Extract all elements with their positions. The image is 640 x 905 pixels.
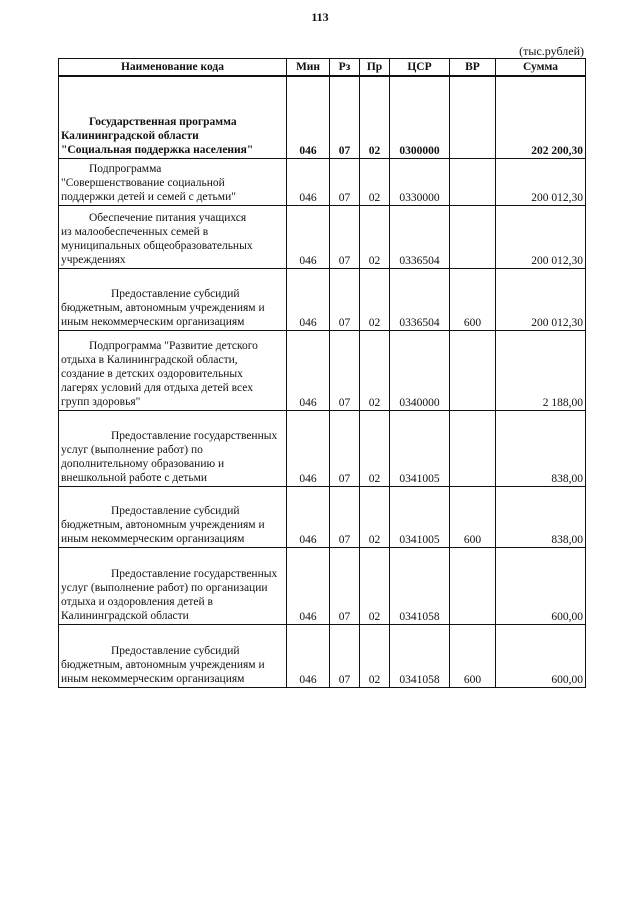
table-row: [59, 624, 586, 687]
row-vr: 600: [450, 624, 496, 687]
col-header-min: Мин: [287, 59, 330, 77]
row-vr: [450, 76, 496, 158]
row-csr: 0341005: [390, 410, 450, 486]
row-name: Предоставление государственных услуг (выполнение работ) по дополнительному образованию и внешкольной работе с детьми: [59, 410, 287, 486]
row-csr: 0341058: [390, 547, 450, 624]
table-row: [59, 268, 586, 330]
table-row: [59, 158, 586, 205]
row-rz: 07: [330, 268, 360, 330]
row-sum: 200 012,30: [496, 158, 586, 205]
row-vr: [450, 410, 496, 486]
row-sum: 2 188,00: [496, 330, 586, 410]
col-header-csr: ЦСР: [390, 59, 450, 77]
row-vr: 600: [450, 486, 496, 547]
col-header-rz: Рз: [330, 59, 360, 77]
row-name: Подпрограмма "Совершенствование социальной поддержки детей и семей с детьми": [59, 158, 287, 205]
row-csr: 0340000: [390, 330, 450, 410]
row-rz: 07: [330, 76, 360, 158]
row-rz: 07: [330, 624, 360, 687]
col-header-sum: Сумма: [496, 59, 586, 77]
row-rz: 07: [330, 330, 360, 410]
table-row: [59, 547, 586, 624]
row-pr: 02: [360, 268, 390, 330]
row-csr: 0341058: [390, 624, 450, 687]
row-pr: 02: [360, 76, 390, 158]
row-vr: [450, 547, 496, 624]
col-header-pr: Пр: [360, 59, 390, 77]
row-sum: 600,00: [496, 547, 586, 624]
row-rz: 07: [330, 410, 360, 486]
row-sum: 600,00: [496, 624, 586, 687]
row-csr: 0336504: [390, 205, 450, 268]
row-min: 046: [287, 76, 330, 158]
row-pr: 02: [360, 486, 390, 547]
row-name: Подпрограмма "Развитие детского отдыха в Калининградской области, создание в детских оздоровительных лагерях условий для отдыха детей всех групп здоровья": [59, 330, 287, 410]
row-rz: 07: [330, 486, 360, 547]
table-row: [59, 486, 586, 547]
row-vr: [450, 158, 496, 205]
header-row: [59, 59, 586, 77]
row-min: 046: [287, 486, 330, 547]
budget-table: [58, 58, 586, 688]
table-row: [59, 330, 586, 410]
row-name: Обеспечение питания учащихся из малообеспеченных семей в муниципальных общеобразовательных учреждениях: [59, 205, 287, 268]
row-pr: 02: [360, 410, 390, 486]
row-sum: 200 012,30: [496, 205, 586, 268]
row-rz: 07: [330, 205, 360, 268]
row-vr: [450, 330, 496, 410]
page-number: 113: [311, 10, 329, 24]
row-name: Предоставление субсидий бюджетным, автономным учреждениям и иным некоммерческим организациям: [59, 486, 287, 547]
row-vr: [450, 205, 496, 268]
row-pr: 02: [360, 330, 390, 410]
row-min: 046: [287, 205, 330, 268]
table-row: [59, 76, 586, 158]
row-min: 046: [287, 410, 330, 486]
row-sum: 202 200,30: [496, 76, 586, 158]
row-sum: 838,00: [496, 410, 586, 486]
col-header-vr: ВР: [450, 59, 496, 77]
row-csr: 0300000: [390, 76, 450, 158]
row-name: Предоставление субсидий бюджетным, автономным учреждениям и иным некоммерческим организациям: [59, 624, 287, 687]
row-min: 046: [287, 158, 330, 205]
row-pr: 02: [360, 547, 390, 624]
row-pr: 02: [360, 624, 390, 687]
row-pr: 02: [360, 158, 390, 205]
row-min: 046: [287, 268, 330, 330]
row-csr: 0336504: [390, 268, 450, 330]
row-name: Государственная программа Калининградской области "Социальная поддержка населения": [59, 76, 287, 158]
row-pr: 02: [360, 205, 390, 268]
row-rz: 07: [330, 547, 360, 624]
row-sum: 838,00: [496, 486, 586, 547]
row-sum: 200 012,30: [496, 268, 586, 330]
row-min: 046: [287, 624, 330, 687]
col-header-name: Наименование кода: [59, 59, 287, 77]
row-csr: 0330000: [390, 158, 450, 205]
row-min: 046: [287, 330, 330, 410]
row-name: Предоставление государственных услуг (выполнение работ) по организации отдыха и оздоровления детей в Калининградской области: [59, 547, 287, 624]
row-name: Предоставление субсидий бюджетным, автономным учреждениям и иным некоммерческим организациям: [59, 268, 287, 330]
units-label: (тыс.рублей): [519, 44, 584, 58]
row-rz: 07: [330, 158, 360, 205]
row-csr: 0341005: [390, 486, 450, 547]
row-min: 046: [287, 547, 330, 624]
table-row: [59, 205, 586, 268]
table-row: [59, 410, 586, 486]
row-vr: 600: [450, 268, 496, 330]
